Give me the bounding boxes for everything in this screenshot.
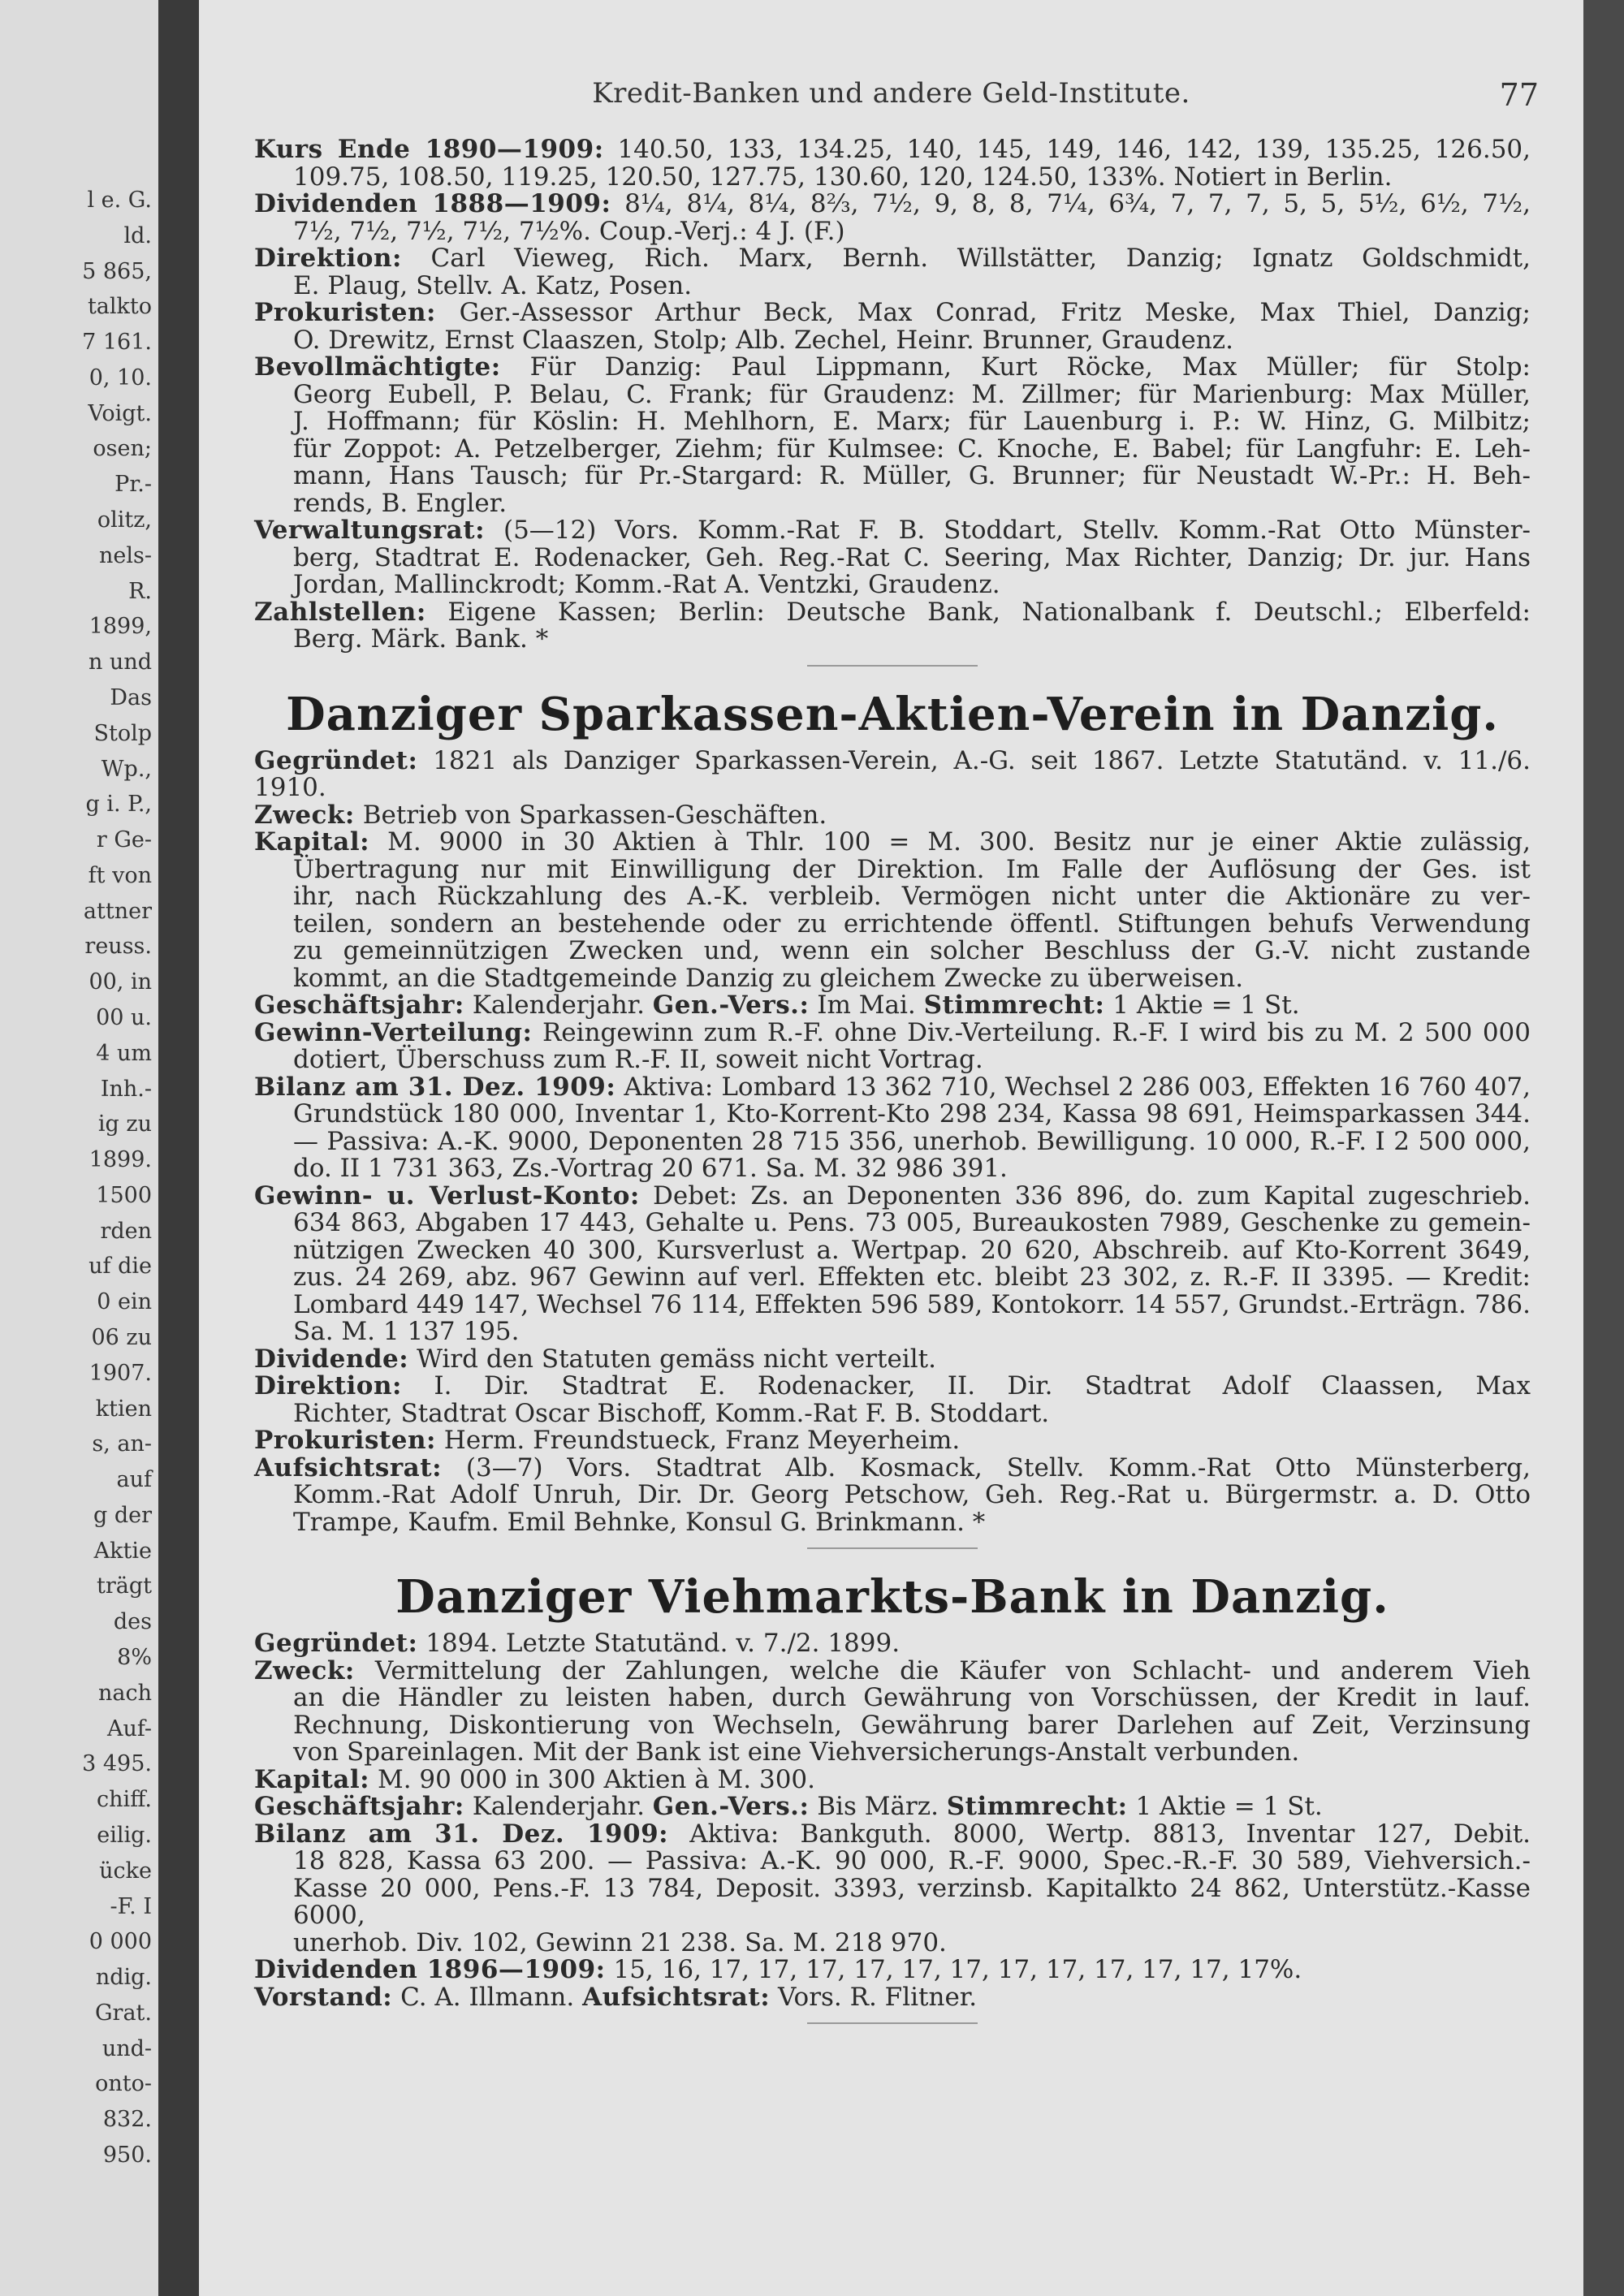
field-text: 1821 als Danziger Sparkassen-Verein, A.-G. seit 1867. Letzte Statutänd. v. 11./6. 1910. — [254, 745, 1531, 802]
field-text: zus. 24 269, abz. 967 Gewinn auf verl. Effekten etc. bleibt 23 302, z. R.-F. II 3395. — Kredit: — [293, 1262, 1531, 1292]
field-label: Stimmrecht: — [923, 990, 1105, 1020]
field-text: Wird den Statuten gemäss nicht verteilt. — [408, 1344, 936, 1374]
left-page-text-fragment: Inh.- — [100, 1077, 152, 1102]
field-text: Aktiva: Lombard 13 362 710, Wechsel 2 286 003, Effekten 16 760 407, — [615, 1072, 1531, 1102]
left-page-text-fragment: chiff. — [97, 1787, 152, 1812]
left-page-text-fragment: 00 u. — [96, 1005, 152, 1030]
field-text: von Spareinlagen. Mit der Bank ist eine Viehversicherungs-Anstalt verbunden. — [293, 1737, 1300, 1767]
entry-line — [254, 1739, 1531, 1767]
entry-line — [254, 191, 1531, 218]
entry-line — [254, 1155, 1531, 1183]
left-page-text-fragment: 0, 10. — [89, 365, 152, 391]
field-text: 140.50, 133, 134.25, 140, 145, 149, 146, 142, 139, 135.25, 126.50, — [603, 135, 1531, 164]
section-separator — [807, 2022, 978, 2024]
right-page-edge — [1583, 0, 1624, 2296]
left-page-text-fragment: eilig. — [97, 1823, 152, 1848]
field-text: C. A. Illmann. — [392, 1982, 583, 2012]
entry-line — [254, 1373, 1531, 1400]
left-page-text-fragment: r Ge- — [96, 827, 152, 852]
left-page-text-fragment: g i. P., — [85, 792, 152, 817]
field-label: Gegründet: — [254, 1629, 418, 1658]
field-text: 18 828, Kassa 63 200. — Passiva: A.-K. 90 000, R.-F. 9000, Spec.-R.-F. 30 589, Viehversich.- — [293, 1846, 1531, 1875]
field-text: 8¼, 8¼, 8¼, 8⅔, 7½, 9, 8, 8, 7¼, 6¾, 7, 7, 7, 5, 5, 5½, 6½, 7½, — [611, 189, 1531, 218]
left-page-text-fragment: osen; — [93, 436, 152, 461]
left-page-text-fragment: Das — [110, 685, 152, 710]
field-text: Bis März. — [809, 1792, 947, 1821]
page-content — [254, 136, 1531, 2042]
field-label: Prokuristen: — [254, 1426, 436, 1455]
entry-line — [254, 572, 1531, 599]
left-page-text-fragment: 1899, — [89, 614, 152, 639]
entry-line — [254, 218, 1531, 246]
previous-bank-entry — [254, 136, 1531, 654]
entry-line — [254, 883, 1531, 911]
field-text: Georg Eubell, P. Belau, C. Frank; für Graudenz: M. Zillmer; für Marienburg: Max Müller, — [293, 379, 1531, 409]
field-text: E. Plaug, Stellv. A. Katz, Posen. — [293, 270, 693, 300]
left-page-text-fragment: attner — [83, 899, 152, 924]
left-page-text-fragment: talkto — [87, 294, 152, 319]
field-text: zu gemeinnützigen Zwecken und, wenn ein solcher Beschluss der G.-V. nicht zustande — [293, 936, 1531, 965]
entry-line — [254, 1101, 1531, 1129]
field-text: M. 9000 in 30 Aktien à Thlr. 100 = M. 300. Besitz nur je einer Aktie zulässig, — [369, 827, 1531, 857]
entry-line — [254, 1452, 1531, 1482]
left-page-text-fragment: 0 ein — [97, 1289, 152, 1314]
field-text: Betrieb von Sparkassen-Geschäften. — [354, 800, 827, 830]
field-label: Dividenden 1888—1909: — [254, 189, 611, 218]
entry-line — [254, 1927, 1531, 1957]
field-label: Aufsichtsrat: — [582, 1982, 771, 2012]
field-text: unerhob. Div. 102, Gewinn 21 238. Sa. M. 218 970. — [293, 1927, 947, 1957]
page-number: 77 — [1499, 77, 1539, 113]
field-text: Vermittelung der Zahlungen, welche die Käufer von Schlacht- und anderem Vieh — [354, 1655, 1531, 1685]
field-text: Im Mai. — [809, 990, 924, 1020]
entry-line — [254, 490, 1531, 518]
left-page-text-fragment: Voigt. — [88, 401, 152, 426]
left-page-text-fragment: 832. — [102, 2107, 152, 2132]
entry-line — [254, 1685, 1531, 1712]
field-text: Kalenderjahr. — [464, 1792, 653, 1821]
left-page-text-fragment: 1500 — [96, 1183, 152, 1208]
field-label: Zweck: — [254, 1655, 355, 1685]
entry-line — [254, 854, 1531, 884]
entry-line — [254, 327, 1531, 355]
field-text: Jordan, Mallinckrodt; Komm.-Rat A. Ventzki, Graudenz. — [293, 570, 1000, 599]
field-text: ihr, nach Rückzahlung des A.-K. verbleib. Vermögen nicht unter die Aktionäre zu ver- — [293, 882, 1531, 911]
left-page-text-fragment: Aktie — [93, 1539, 152, 1564]
entry-line — [254, 965, 1531, 993]
field-text: teilen, sondern an bestehende oder zu errichtende öffentl. Stiftungen behufs Verwendung — [293, 908, 1531, 939]
document-page — [199, 0, 1583, 2296]
left-page-text-fragment: l e. G. — [87, 188, 152, 213]
left-page-text-fragment: 06 zu — [91, 1325, 152, 1350]
left-page-text-fragment: reuss. — [84, 934, 152, 959]
field-label: Prokuristen: — [254, 298, 436, 327]
entry-line — [254, 1237, 1531, 1265]
left-page-fragment — [0, 0, 158, 2296]
field-label: Kapital: — [254, 827, 370, 857]
page-header — [199, 77, 1583, 118]
field-text: rends, B. Engler. — [293, 488, 508, 518]
entry-line — [254, 354, 1531, 382]
entry-line — [254, 802, 1531, 830]
left-page-text-fragment: 950. — [102, 2143, 152, 2168]
field-text: I. Dir. Stadtrat E. Rodenacker, II. Dir. Stadtrat Adolf Claassen, Max — [401, 1371, 1531, 1400]
left-page-text-fragment: s, an- — [92, 1431, 152, 1457]
entry-line — [254, 626, 1531, 654]
page-gutter — [158, 0, 199, 2296]
entry-line — [254, 599, 1531, 627]
field-text: Trampe, Kaufm. Emil Behnke, Konsul G. Brinkmann. * — [293, 1507, 986, 1537]
entry-line — [254, 1957, 1531, 1984]
left-page-text-fragment: trägt — [97, 1573, 152, 1599]
field-label: Direktion: — [254, 1371, 402, 1400]
field-text: Komm.-Rat Adolf Unruh, Dir. Dr. Georg Petschow, Geh. Reg.-Rat u. Bürgermstr. a. D. Otto — [293, 1480, 1531, 1509]
entry-line — [254, 463, 1531, 490]
field-text: (5—12) Vors. Komm.-Rat F. B. Stoddart, Stellv. Komm.-Rat Otto Münster- — [485, 516, 1531, 545]
field-text: M. 90 000 in 300 Aktien à M. 300. — [369, 1764, 816, 1794]
field-text: (3—7) Vors. Stadtrat Alb. Kosmack, Stellv. Komm.-Rat Otto Münsterberg, — [442, 1452, 1531, 1482]
left-page-text-fragment: n und — [88, 650, 152, 675]
entry-line — [254, 542, 1531, 572]
field-text: Aktiva: Bankguth. 8000, Wertp. 8813, Inventar 127, Debit. — [668, 1819, 1531, 1849]
field-text: Ger.-Assessor Arthur Beck, Max Conrad, Fritz Meske, Max Thiel, Danzig; — [435, 298, 1531, 327]
entry-line — [254, 1793, 1531, 1821]
section-separator — [807, 1547, 978, 1549]
field-text: berg, Stadtrat E. Rodenacker, Geh. Reg.-Rat C. Seering, Max Richter, Danzig; Dr. jur. Hans — [293, 542, 1531, 572]
field-text: J. Hoffmann; für Köslin: H. Mehlhorn, E. Marx; für Lauenburg i. P.: W. Hinz, G. Milbitz; — [293, 407, 1531, 436]
left-page-text-fragment: 3 495. — [82, 1751, 152, 1776]
field-label: Aufsichtsrat: — [254, 1452, 443, 1482]
entry-line — [254, 1400, 1531, 1428]
left-page-text-fragment: R. — [128, 579, 152, 604]
field-text: 634 863, Abgaben 17 443, Gehalte u. Pens. 73 005, Bureaukosten 7989, Geschenke zu gemein- — [293, 1208, 1531, 1237]
entry-line — [254, 745, 1531, 802]
field-label: Dividende: — [254, 1344, 409, 1374]
left-page-text-fragment: Stolp — [93, 721, 152, 746]
left-page-text-fragment: nach — [98, 1681, 152, 1706]
left-page-text-fragment: Grat. — [94, 2000, 152, 2026]
field-text: Richter, Stadtrat Oscar Bischoff, Komm.-Rat F. B. Stoddart. — [293, 1398, 1050, 1428]
viehmarkt-entry — [254, 1630, 1531, 2011]
left-page-text-fragment: 0 000 — [89, 1929, 152, 1954]
left-page-text-fragment: des — [113, 1609, 152, 1634]
left-page-text-fragment: 5 865, — [82, 259, 152, 284]
left-page-text-fragment: 7 161. — [82, 330, 152, 355]
entry-line — [254, 1655, 1531, 1685]
left-page-text-fragment: Pr.- — [114, 472, 152, 497]
running-title: Kredit-Banken und andere Geld-Institute. — [592, 77, 1190, 110]
entry-line — [254, 829, 1531, 857]
entry-line — [254, 270, 1531, 300]
field-label: Kurs Ende 1890—1909: — [254, 135, 604, 164]
field-text: Berg. Märk. Bank. * — [293, 624, 549, 654]
entry-line — [254, 1346, 1531, 1374]
field-text: dotiert, Überschuss zum R.-F. II, soweit nicht Vortrag. — [293, 1045, 983, 1074]
entry-line — [254, 1764, 1531, 1794]
field-text: — Passiva: A.-K. 9000, Deponenten 28 715 356, unerhob. Bewilligung. 10 000, R.-F. I 2 500 000, — [293, 1126, 1531, 1156]
entry-line — [254, 1630, 1531, 1658]
field-label: Bilanz am 31. Dez. 1909: — [254, 1819, 669, 1849]
field-label: Zahlstellen: — [254, 597, 426, 627]
left-page-text-fragment: olitz, — [97, 507, 152, 533]
field-label: Verwaltungsrat: — [254, 516, 486, 545]
left-page-text-fragment: Wp., — [101, 757, 152, 782]
entry-line — [254, 245, 1531, 273]
entry-line — [254, 992, 1531, 1020]
entry-line — [254, 1047, 1531, 1074]
entry-line — [254, 1017, 1531, 1047]
field-label: Vorstand: — [254, 1982, 393, 2012]
left-page-text-fragment: 8% — [117, 1645, 152, 1670]
entry-line — [254, 300, 1531, 327]
field-label: Gewinn-Verteilung: — [254, 1017, 533, 1047]
field-label: Bilanz am 31. Dez. 1909: — [254, 1072, 616, 1102]
entry-line — [254, 1264, 1531, 1292]
field-text: Für Danzig: Paul Lippmann, Kurt Röcke, Max Müller; für Stolp: — [500, 352, 1531, 382]
left-page-text-fragment: ld. — [123, 223, 152, 248]
field-text: an die Händler zu leisten haben, durch Gewährung von Vorschüssen, der Kredit in lauf. — [293, 1683, 1531, 1712]
left-page-text-fragment: und- — [102, 2036, 152, 2061]
field-text: O. Drewitz, Ernst Claaszen, Stolp; Alb. Zechel, Heinr. Brunner, Graudenz. — [293, 325, 1233, 355]
bank-title-sparkassen: Danziger Sparkassen-Aktien-Verein in Danzig. — [286, 687, 1499, 741]
field-text: 15, 16, 17, 17, 17, 17, 17, 17, 17, 17, 17, 17, 17, 17%. — [605, 1955, 1302, 1984]
entry-line — [254, 379, 1531, 409]
left-page-text-fragment: nels- — [99, 543, 152, 568]
entry-line — [254, 1984, 1531, 2012]
left-page-text-fragment: rden — [100, 1219, 152, 1244]
field-label: Kapital: — [254, 1764, 370, 1794]
field-text: 1 Aktie = 1 St. — [1127, 1792, 1323, 1821]
entry-line — [254, 1210, 1531, 1237]
field-text: 1 Aktie = 1 St. — [1104, 990, 1300, 1020]
entry-line — [254, 517, 1531, 545]
entry-line — [254, 1509, 1531, 1537]
field-label: Gewinn- u. Verlust-Konto: — [254, 1180, 640, 1211]
field-label: Direktion: — [254, 244, 402, 273]
field-text: Kalenderjahr. — [464, 990, 653, 1020]
field-text: Reingewinn zum R.-F. ohne Div.-Verteilung. R.-F. I wird bis zu M. 2 500 000 — [532, 1017, 1531, 1047]
entry-line — [254, 1427, 1531, 1455]
left-page-text-fragment: ktien — [95, 1396, 152, 1422]
entry-line — [254, 136, 1531, 164]
left-page-text-fragment: uf die — [89, 1254, 152, 1279]
field-text: Debet: Zs. an Deponenten 336 896, do. zum Kapital zugeschrieb. — [639, 1180, 1531, 1211]
field-text: Herm. Freundstueck, Franz Meyerheim. — [435, 1426, 961, 1455]
field-text: kommt, an die Stadtgemeinde Danzig zu gleichem Zwecke zu überweisen. — [293, 963, 1244, 993]
field-text: Vors. R. Flitner. — [770, 1982, 978, 2012]
left-page-text-fragment: ft von — [88, 863, 152, 888]
field-text: Lombard 449 147, Wechsel 76 114, Effekten 596 589, Kontokorr. 14 557, Grundst.-Erträgn. 786. — [293, 1289, 1531, 1319]
field-text: 7½, 7½, 7½, 7½, 7½%. Coup.-Verj.: 4 J. (F.) — [293, 216, 845, 246]
field-label: Bevollmächtigte: — [254, 352, 501, 382]
field-label: Gen.-Vers.: — [652, 1792, 810, 1821]
left-page-text-fragment: -F. I — [110, 1894, 152, 1919]
entry-line — [254, 1712, 1531, 1740]
left-page-text-fragment: ücke — [99, 1858, 152, 1884]
left-page-text-fragment: ig zu — [97, 1111, 152, 1137]
entry-line — [254, 1180, 1531, 1211]
sparkassen-entry — [254, 745, 1531, 1537]
left-page-text-fragment: onto- — [95, 2071, 152, 2096]
field-text: nützigen Zwecken 40 300, Kursverlust a. Wertpap. 20 620, Abschreib. auf Kto-Korrent 3649, — [293, 1235, 1531, 1265]
left-page-text-fragment: 1907. — [89, 1361, 152, 1386]
entry-line — [254, 1848, 1531, 1875]
field-label: Geschäftsjahr: — [254, 1792, 464, 1821]
left-page-text-fragment: 4 um — [96, 1041, 152, 1066]
left-page-text-fragment: auf — [116, 1467, 152, 1492]
entry-line — [254, 1875, 1531, 1930]
left-page-text-fragment: 00, in — [89, 969, 152, 995]
left-page-text-fragment: 1899. — [89, 1147, 152, 1172]
entry-line — [254, 938, 1531, 965]
entry-line — [254, 164, 1531, 192]
entry-line — [254, 408, 1531, 436]
entry-line — [254, 436, 1531, 464]
entry-line — [254, 1318, 1531, 1346]
entry-line — [254, 908, 1531, 939]
entry-line — [254, 1289, 1531, 1319]
section-separator — [807, 665, 978, 667]
field-label: Stimmrecht: — [946, 1792, 1128, 1821]
field-label: Geschäftsjahr: — [254, 990, 464, 1020]
field-text: do. II 1 731 363, Zs.-Vortrag 20 671. Sa. M. 32 986 391. — [293, 1154, 1008, 1183]
entry-line — [254, 1482, 1531, 1509]
field-label: Gen.-Vers.: — [652, 990, 810, 1020]
field-text: Rechnung, Diskontierung von Wechseln, Gewährung barer Darlehen auf Zeit, Verzinsung — [293, 1710, 1531, 1740]
field-text: Sa. M. 1 137 195. — [293, 1317, 520, 1346]
field-text: mann, Hans Tausch; für Pr.-Stargard: R. Müller, G. Brunner; für Neustadt W.-Pr.: H. Beh- — [293, 461, 1531, 490]
left-page-text-fragment: ndig. — [95, 1965, 152, 1990]
field-text: Eigene Kassen; Berlin: Deutsche Bank, Nationalbank f. Deutschl.; Elberfeld: — [425, 597, 1531, 627]
field-label: Zweck: — [254, 800, 355, 830]
field-text: Grundstück 180 000, Inventar 1, Kto-Korrent-Kto 298 234, Kassa 98 691, Heimsparkassen 344. — [293, 1099, 1531, 1129]
field-text: 1894. Letzte Statutänd. v. 7./2. 1899. — [417, 1629, 901, 1658]
field-text: Übertragung nur mit Einwilligung der Direktion. Im Falle der Auflösung der Ges. ist — [293, 854, 1531, 884]
entry-line — [254, 1821, 1531, 1849]
bank-title-viehmarkt: Danziger Viehmarkts-Bank in Danzig. — [395, 1570, 1389, 1624]
field-text: Carl Vieweg, Rich. Marx, Bernh. Willstätter, Danzig; Ignatz Goldschmidt, — [401, 244, 1531, 273]
field-text: Kasse 20 000, Pens.-F. 13 784, Deposit. 3393, verzinsb. Kapitalkto 24 862, Unterstütz.-Kasse 6000, — [293, 1873, 1531, 1930]
field-text: 109.75, 108.50, 119.25, 120.50, 127.75, 130.60, 120, 124.50, 133%. Notiert in Berlin. — [293, 162, 1393, 192]
field-label: Dividenden 1896—1909: — [254, 1955, 606, 1984]
left-page-text-fragment: Auf- — [106, 1716, 152, 1741]
entry-line — [254, 1126, 1531, 1156]
entry-line — [254, 1074, 1531, 1102]
field-label: Gegründet: — [254, 745, 418, 775]
field-text: für Zoppot: A. Petzelberger, Ziehm; für Kulmsee: C. Knoche, E. Babel; für Langfuhr: E. Leh- — [293, 434, 1531, 464]
left-page-text-fragment: g der — [93, 1503, 152, 1528]
